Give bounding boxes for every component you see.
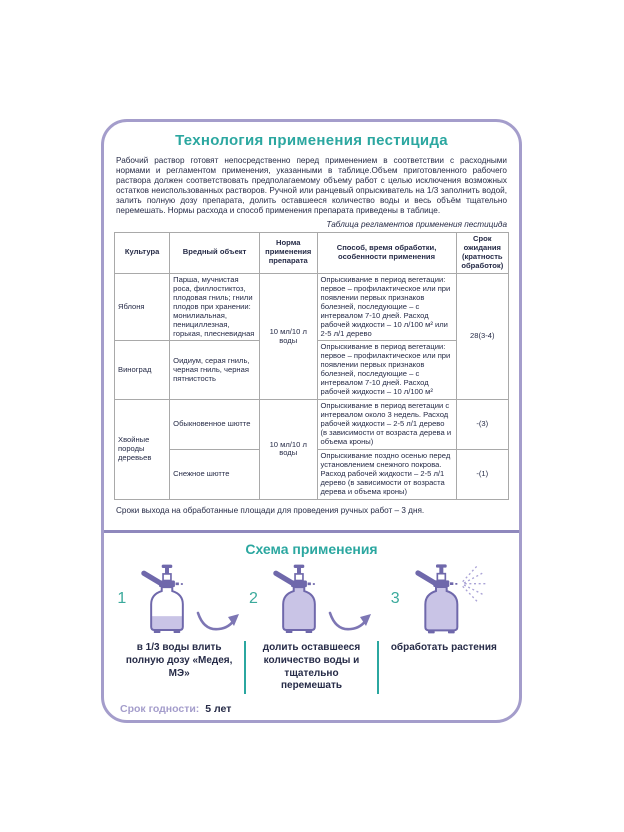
cell-waiting-conifer-2: -(1) [456,449,508,499]
cell-pest-apple: Парша, мучнистая роса, филлостиктоз, плодовая гниль; гнили плодов при хранении: монилиальная, пенициллезная, горькая, плесневидная [170,273,260,341]
header-culture: Культура [115,233,170,274]
cell-method-conifer-1: Опрыскивание в период вегетации с интервалом около 3 недель. Расход рабочей жидкости – 2-5 л/1 дерево (в зависимости от возраста дерева и объема кроны) [317,400,456,450]
curved-arrow-icon [326,608,374,636]
table-caption: Таблица регламентов применения пестицида [326,220,507,229]
scheme-section [104,533,519,720]
cell-culture-grape: Виноград [115,341,170,400]
table-row-conifer-1 [115,400,509,450]
scheme-step-1 [114,558,246,640]
reentry-note: Сроки выхода на обработанные площади для проведения ручных работ – 3 дня. [116,505,425,515]
table-header-row [115,233,509,274]
scheme-steps [114,558,509,640]
sprayer-one-third-icon [134,563,200,635]
cell-waiting-conifer-1: -(3) [456,400,508,450]
step-2-number: 2 [249,590,258,607]
cell-pest-grape: Оидиум, серая гниль, черная гниль, черная пятнистость [170,341,260,400]
step-1-number: 1 [117,590,127,607]
cell-culture-conifer: Хвойные породы деревьев [115,400,170,500]
page-title: Технология применения пестицида [175,132,448,149]
scheme-step-2 [246,558,378,640]
curved-arrow-icon [194,608,242,636]
scheme-captions [114,641,509,694]
scheme-step-3 [377,558,509,640]
header-method: Способ, время обработки, особенности применения [317,233,456,274]
step-3-caption: обработать растения [377,641,509,694]
shelf-life-value: 5 лет [205,703,232,716]
cell-norm-apple-grape: 10 мл/10 л воды [259,273,317,399]
sprayer-spraying-icon [408,563,496,635]
shelf-life-line [120,703,509,715]
scheme-title: Схема применения [245,541,378,557]
cell-method-apple: Опрыскивание в период вегетации: первое – профилактическое или при появлении первых признаков болезней, последующие – с интервалом 7-10 дней. Расход рабочей жидкости – 10 л/100 м² или 2-5 л/1 дерево [317,273,456,341]
cell-pest-conifer-1: Обыкновенное шютте [170,400,260,450]
cell-method-conifer-2: Опрыскивание поздно осенью перед установлением снежного покрова. Расход рабочей жидкости – 2-5 л/1 дерево (в зависимости от возраста дерева и объема кроны) [317,449,456,499]
technology-section [104,122,519,533]
cell-pest-conifer-2: Снежное шютте [170,449,260,499]
sprayer-full-icon [266,563,332,635]
header-pest: Вредный объект [170,233,260,274]
step-3-number: 3 [390,590,400,607]
intro-paragraph: Рабочий раствор готовят непосредственно перед применением в соответствии с расходными нормами и регламентом применения, указанными в таблице.Объем приготовленного рабочего раствора должен соответствовать предполагаемому объему работ с целью исключения возможных остатков неиспользованных растворов. Ручной или ранцевый опрыскиватель на 1/3 заполнить водой, залить полную дозу препарата, долить оставшееся количество воды и весь объём тщательно перемешать. Нормы расхода и способ применения препарата приведены в таблице. [116,156,507,215]
step-1-caption: в 1/3 воды влить полную дозу «Медея, МЭ» [125,642,233,679]
regulations-table [114,232,509,500]
cell-norm-conifer: 10 мл/10 л воды [259,400,317,500]
table-row-apple [115,273,509,341]
instruction-card [101,119,522,723]
shelf-life-label: Срок годности: [120,703,200,716]
header-norm: Норма применения препарата [259,233,317,274]
cell-culture-apple: Яблоня [115,273,170,341]
cell-method-grape: Опрыскивание в период вегетации: первое – профилактическое или при появлении первых признаков болезней, последующие – с интервалом 7-10 дней. Расход рабочей жидкости – 10 л/100 м² [317,341,456,400]
step-2-caption: долить оставшееся количество воды и тщательно перемешать [244,641,376,694]
cell-waiting-apple-grape: 28(3-4) [456,273,508,399]
header-waiting: Срок ожидания (кратность обработок) [456,233,508,274]
spray-lines [462,566,487,602]
